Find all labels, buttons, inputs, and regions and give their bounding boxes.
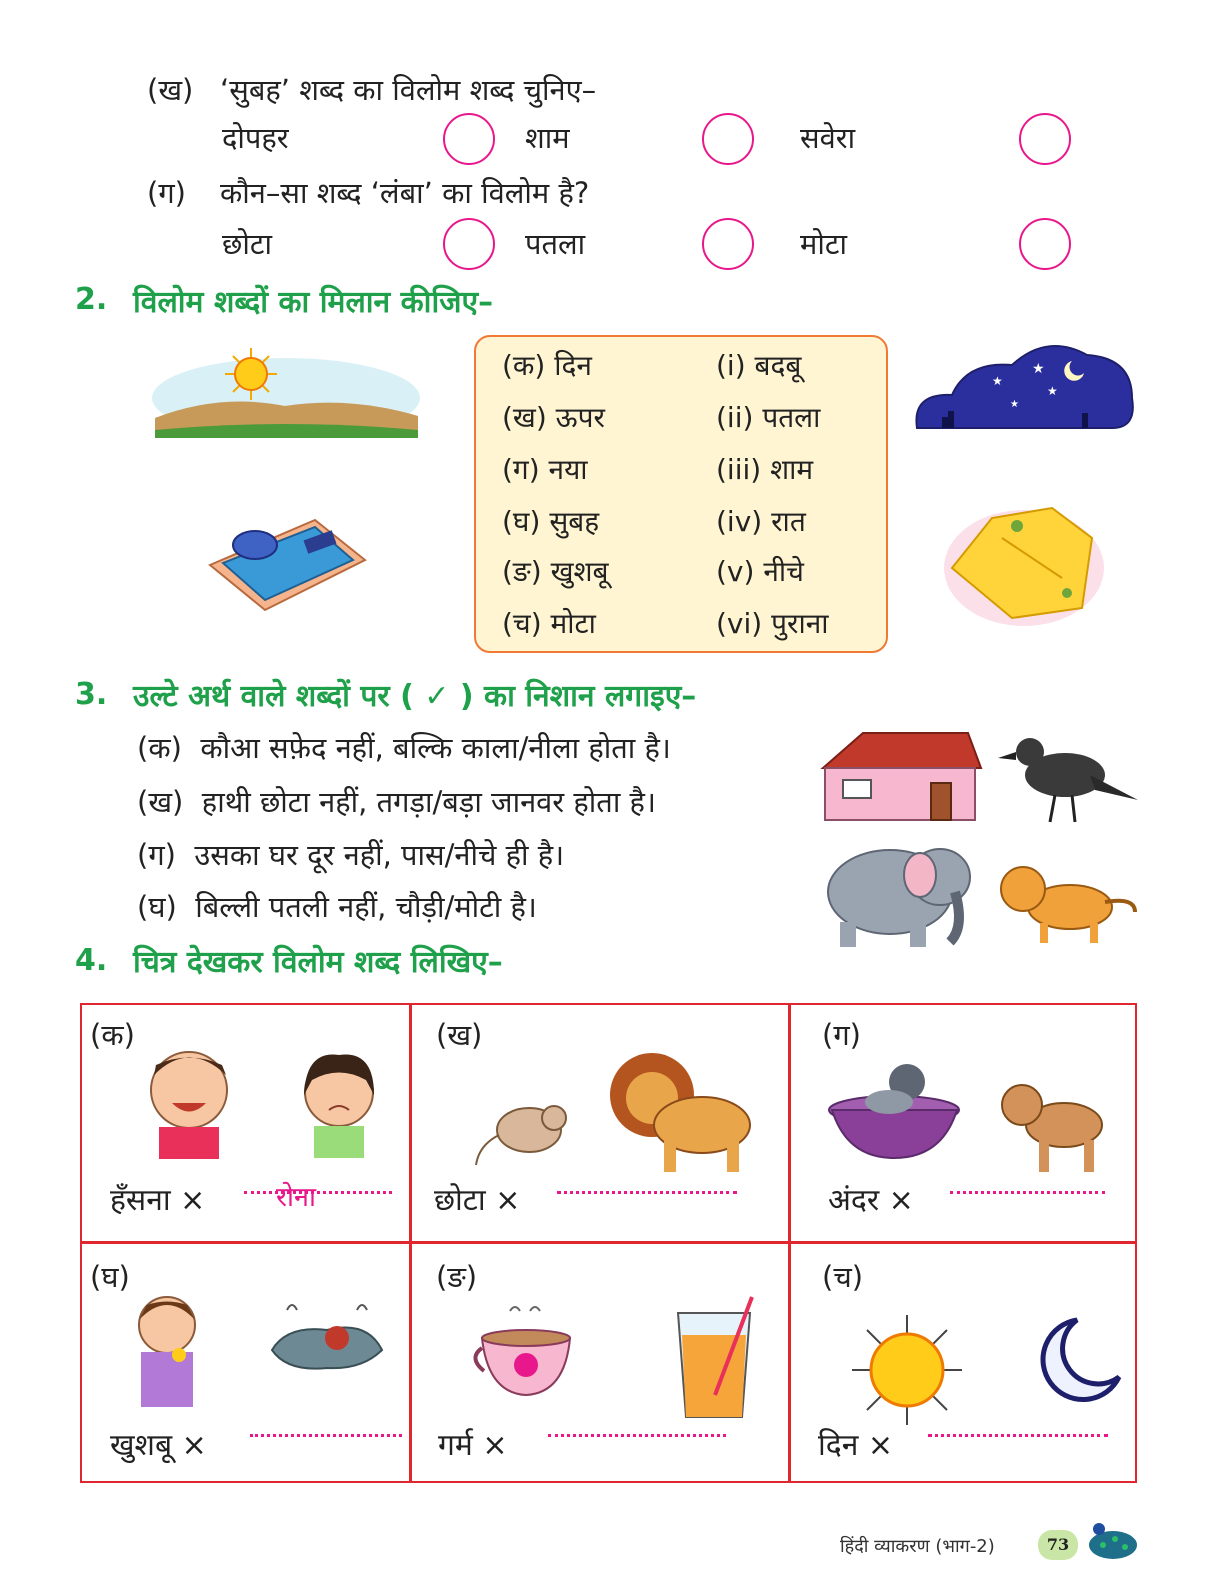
- crow-illustration: [990, 730, 1140, 830]
- q4-number: 4.: [75, 943, 108, 978]
- sun-illustration: [852, 1315, 962, 1425]
- dog-in-tub-illustration: [827, 1060, 962, 1160]
- svg-text:★: ★: [1010, 399, 1019, 410]
- q4-cell-4-answer-line[interactable]: [250, 1431, 402, 1437]
- q2-title: विलोम शब्दों का मिलान कीजिए–: [133, 285, 494, 320]
- q4-cell-5-label: (ङ): [436, 1260, 478, 1294]
- match-right-3: (iii) शाम: [716, 453, 814, 486]
- match-left-5: (ङ) खुशबू: [502, 555, 609, 588]
- q4-cell-6-word: दिन ×: [818, 1428, 894, 1463]
- svg-text:★: ★: [1047, 384, 1058, 398]
- cat-illustration: [995, 857, 1140, 947]
- grid-divider: [82, 1241, 1135, 1244]
- q1-kh-option-2-checkbox[interactable]: [702, 113, 754, 165]
- q1-kh-label: (ख): [147, 73, 194, 107]
- yellow-shirt-illustration: [942, 498, 1106, 628]
- q4-cell-4-label: (घ): [90, 1260, 130, 1294]
- q4-cell-4-word: खुशबू ×: [110, 1428, 207, 1463]
- q4-cell-1-word: हँसना ×: [110, 1183, 206, 1218]
- q1-kh-question: ‘सुबह’ शब्द का विलोम शब्द चुनिए–: [220, 73, 597, 107]
- lion-illustration: [602, 1050, 757, 1175]
- q4-cell-6-label: (च): [822, 1260, 864, 1294]
- dog-illustration: [994, 1075, 1119, 1175]
- q1-kh-option-1-checkbox[interactable]: [443, 113, 495, 165]
- q3-item-3: (ग) उसका घर दूर नहीं, पास/नीचे ही है।: [137, 838, 565, 872]
- match-left-1: (क) दिन: [502, 349, 592, 382]
- moon-illustration: [1037, 1315, 1122, 1405]
- q4-cell-1-answer-line[interactable]: [244, 1188, 392, 1194]
- match-left-2: (ख) ऊपर: [502, 401, 606, 434]
- q1-ga-question: कौन–सा शब्द ‘लंबा’ का विलोम है?: [220, 176, 590, 210]
- q1-ga-label: (ग): [147, 176, 186, 210]
- match-right-6: (vi) पुराना: [716, 607, 829, 640]
- q4-title: चित्र देखकर विलोम शब्द लिखिए–: [133, 945, 503, 980]
- mouse-illustration: [474, 1090, 579, 1170]
- q1-kh-option-3: सवेरा: [800, 121, 856, 155]
- svg-text:★: ★: [992, 374, 1003, 388]
- q4-cell-1-answer: रोना: [276, 1182, 317, 1213]
- match-left-4: (घ) सुबह: [502, 505, 600, 538]
- q1-kh-option-3-checkbox[interactable]: [1019, 113, 1071, 165]
- sunny-landscape-illustration: [150, 338, 422, 440]
- q4-cell-2-answer-line[interactable]: [557, 1188, 737, 1194]
- laughing-boy-illustration: [134, 1045, 244, 1160]
- q4-cell-2-word: छोटा ×: [434, 1183, 521, 1218]
- q3-number: 3.: [75, 677, 108, 712]
- q4-cell-3-answer-line[interactable]: [950, 1188, 1105, 1194]
- q3-title: उल्टे अर्थ वाले शब्दों पर ( ✓ ) का निशान लगाइए–: [133, 679, 697, 714]
- q2-number: 2.: [75, 282, 108, 317]
- cold-juice-glass-illustration: [670, 1295, 760, 1420]
- match-left-6: (च) मोटा: [502, 607, 596, 640]
- elephant-illustration: [815, 837, 985, 952]
- q3-item-2: (ख) हाथी छोटा नहीं, तगड़ा/बड़ा जानवर होता है।: [137, 785, 656, 819]
- q1-ga-option-1-checkbox[interactable]: [443, 218, 495, 270]
- q4-grid: [80, 1003, 1137, 1483]
- q4-cell-5-word: गर्म ×: [438, 1428, 508, 1463]
- garbage-pile-illustration: [267, 1300, 387, 1375]
- q1-kh-option-1: दोपहर: [222, 121, 289, 155]
- page-number: 73: [1038, 1530, 1078, 1560]
- match-right-5: (v) नीचे: [716, 555, 804, 588]
- house-illustration: [813, 728, 983, 823]
- folded-shirt-box-illustration: [205, 505, 370, 615]
- peacock-icon: [1085, 1515, 1140, 1565]
- q4-cell-6-answer-line[interactable]: [928, 1431, 1108, 1437]
- night-sky-illustration: [912, 333, 1137, 433]
- q4-cell-5-answer-line[interactable]: [548, 1431, 726, 1437]
- book-title: हिंदी व्याकरण (भाग-2): [840, 1536, 995, 1557]
- q1-kh-option-2: शाम: [525, 121, 570, 155]
- q1-ga-option-3: मोटा: [800, 227, 847, 261]
- q4-cell-1-label: (क): [90, 1018, 135, 1052]
- match-right-1: (i) बदबू: [716, 349, 802, 382]
- q1-ga-option-2: पतला: [525, 227, 586, 261]
- q4-cell-3-word: अंदर ×: [828, 1183, 914, 1218]
- match-right-4: (iv) रात: [716, 505, 806, 538]
- match-right-2: (ii) पतला: [716, 401, 821, 434]
- boy-with-flower-illustration: [127, 1290, 207, 1410]
- hot-tea-cup-illustration: [470, 1303, 585, 1403]
- q3-item-4: (घ) बिल्ली पतली नहीं, चौड़ी/मोटी है।: [137, 890, 537, 924]
- q4-cell-3-label: (ग): [822, 1018, 861, 1052]
- q1-ga-option-2-checkbox[interactable]: [702, 218, 754, 270]
- svg-text:★: ★: [1032, 361, 1045, 377]
- match-left-3: (ग) नया: [502, 453, 588, 486]
- q1-ga-option-1: छोटा: [222, 227, 272, 261]
- q1-ga-option-3-checkbox[interactable]: [1019, 218, 1071, 270]
- crying-girl-illustration: [294, 1050, 384, 1160]
- q4-cell-2-label: (ख): [436, 1018, 483, 1052]
- q3-item-1: (क) कौआ सफ़ेद नहीं, बल्कि काला/नीला होता है।: [137, 731, 671, 765]
